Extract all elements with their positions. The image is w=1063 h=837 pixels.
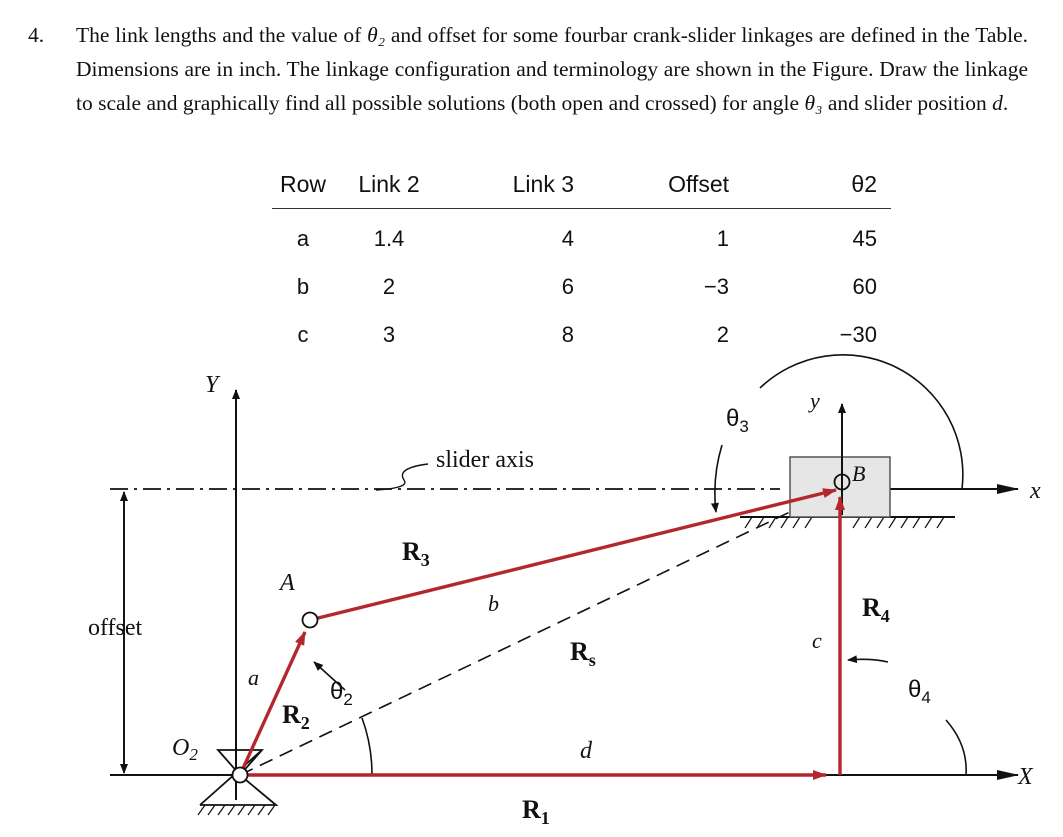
cell-link3: 8 [561,322,574,347]
theta3-arrow [715,445,722,512]
label-link-a: a [248,665,259,690]
problem-text-part: . [1002,91,1009,115]
header-row: Row [272,160,334,209]
cell-theta2: 45 [852,226,877,251]
cell-offset: 2 [716,322,729,347]
cell-row: b [296,274,310,299]
cell-row: c [297,322,309,347]
label-b: B [852,461,866,486]
label-offset: offset [88,615,143,641]
slider-ground-hatch [745,517,944,528]
label-r3: $R_3$ [402,537,430,570]
cell-offset: 1 [716,226,729,251]
problem-text-part: and slider position [822,91,993,115]
label-a: A [280,570,295,596]
label-theta3: $\theta_3$ [726,405,749,436]
problem-text-part: θ₂ [367,23,386,47]
header-link2: Link 2 [334,160,444,209]
joint-a [303,613,318,628]
cell-theta2: −30 [839,322,877,347]
theta4-arc-end [946,720,966,775]
theta2-arc-end [362,718,372,775]
label-theta4: $\theta_4$ [908,676,931,707]
cell-theta2: 60 [852,274,877,299]
label-local-x: x [1030,478,1041,504]
label-slider-axis: slider axis [436,447,534,473]
cell-link2: 3 [382,322,396,347]
problem-text-part: and offset for some fourbar crank-slider linkages are defined in the Table. Dimensions are in inch. The linkage configuration and terminology are shown in the Figure. Draw the linkage to scale and graphically find all possible solutions (both open and crossed) for angle [76,23,1029,115]
label-link-c: c [812,628,822,653]
theta4-arrow [848,659,888,662]
label-y-axis: Y [205,372,219,398]
header-link3: Link 3 [444,160,614,209]
cell-link2: 2 [382,274,396,299]
cell-link2: 1.4 [373,226,405,251]
label-o2: $O_2$ [172,735,198,764]
joint-o2 [233,768,248,783]
label-r2: $R_2$ [282,700,310,733]
link-r3 [310,490,836,620]
problem-text-part: The link lengths and the value of [76,23,368,47]
label-x-axis: X [1018,764,1033,790]
label-local-y: y [810,388,820,413]
ground-hatch-o2 [198,805,275,815]
header-theta2: θ2 [767,160,891,209]
cell-link3: 4 [561,226,574,251]
label-r1: $R_1$ [522,795,550,828]
label-r4: $R_4$ [862,593,890,626]
rs-dashed-line [240,489,838,775]
label-theta2: $\theta_2$ [330,678,353,709]
cell-link3: 6 [561,274,574,299]
label-link-d: d [580,738,592,764]
label-link-b: b [488,591,499,616]
cell-row: a [296,226,310,251]
header-offset: Offset [614,160,767,209]
problem-text-part: θ₃ [804,91,823,115]
label-rs: $R_s$ [570,637,596,670]
cell-offset: −3 [703,274,729,299]
problem-number: 4. [28,23,45,47]
slider-axis-leader [376,464,428,490]
problem-text-part: d [992,91,1003,115]
